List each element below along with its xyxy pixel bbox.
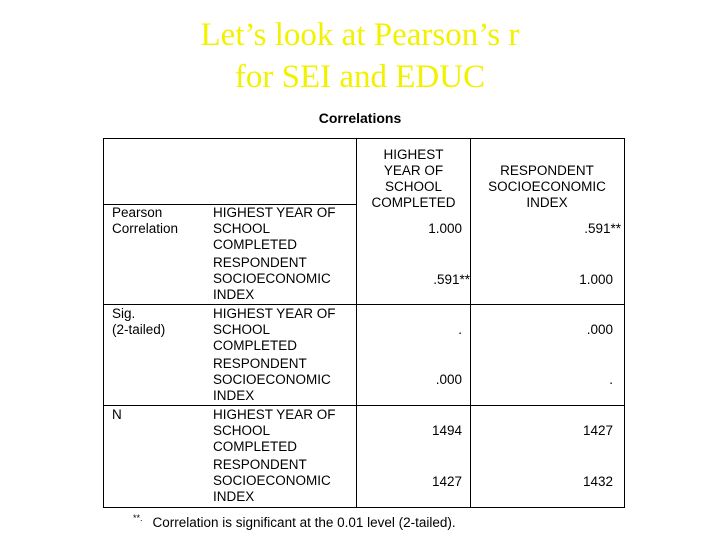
table-cell: .591** — [433, 272, 470, 287]
table-cell: 1432 — [582, 474, 613, 489]
label-line: HIGHEST YEAR OF — [213, 407, 336, 422]
row-label-educ — [213, 407, 336, 455]
header-line: SOCIOECONOMIC — [488, 179, 606, 194]
slide-title-line-2: for SEI and EDUC — [234, 59, 486, 95]
label-line: Sig. — [112, 306, 136, 321]
column-header-sei — [471, 163, 623, 211]
label-line: RESPONDENT — [213, 457, 307, 472]
slide-title — [0, 14, 720, 98]
table-cell: .591** — [584, 221, 621, 236]
label-line: Correlation — [112, 221, 179, 236]
table-cell: 1494 — [431, 423, 462, 438]
row-label-educ — [213, 306, 336, 354]
label-line: INDEX — [213, 489, 255, 504]
header-line: HIGHEST — [383, 147, 444, 162]
correlations-table — [103, 138, 625, 508]
table-cell: 1427 — [431, 474, 462, 489]
label-line: SOCIOECONOMIC — [213, 271, 331, 286]
label-line: HIGHEST YEAR OF — [213, 306, 336, 321]
column-header-educ — [357, 147, 470, 211]
row-group-label-sig — [112, 306, 165, 338]
table-cell: 1427 — [582, 423, 613, 438]
label-line: Pearson — [112, 205, 163, 220]
table-cell: 1.000 — [579, 272, 613, 287]
table-cell: . — [458, 322, 462, 337]
label-line: RESPONDENT — [213, 356, 307, 371]
row-group-label-pearson — [112, 205, 178, 237]
label-line: COMPLETED — [213, 338, 298, 353]
row-label-sei — [213, 356, 331, 404]
label-line: SOCIOECONOMIC — [213, 372, 331, 387]
header-line: INDEX — [526, 195, 568, 210]
table-cell: .000 — [435, 372, 462, 387]
divider-group-1 — [104, 304, 624, 305]
label-line: N — [112, 407, 122, 422]
header-line: COMPLETED — [371, 195, 456, 210]
row-label-sei — [213, 255, 331, 303]
table-cell: .000 — [586, 322, 613, 337]
row-label-educ — [213, 205, 336, 253]
row-group-label-n — [112, 407, 122, 423]
table-title: Correlations — [318, 110, 402, 126]
label-line: SCHOOL — [213, 221, 271, 236]
slide-title-line-1: Let’s look at Pearson’s r — [200, 17, 520, 53]
label-line: HIGHEST YEAR OF — [213, 205, 336, 220]
label-line: INDEX — [213, 388, 255, 403]
row-label-sei — [213, 457, 331, 505]
label-line: SCHOOL — [213, 322, 271, 337]
footnote-marker: **. — [133, 513, 143, 523]
header-line: YEAR OF — [383, 163, 444, 178]
footnote-text: Correlation is significant at the 0.01 level (2-tailed). — [152, 515, 456, 530]
divider-group-2 — [104, 405, 624, 406]
label-line: (2-tailed) — [112, 322, 166, 337]
label-line: COMPLETED — [213, 439, 298, 454]
label-line: INDEX — [213, 287, 255, 302]
header-line: SCHOOL — [384, 179, 442, 194]
label-line: SCHOOL — [213, 423, 271, 438]
header-line: RESPONDENT — [500, 163, 594, 178]
label-line: SOCIOECONOMIC — [213, 473, 331, 488]
table-cell: . — [609, 372, 613, 387]
label-line: RESPONDENT — [213, 255, 307, 270]
label-line: COMPLETED — [213, 237, 298, 252]
table-footnote — [133, 513, 456, 530]
table-cell: 1.000 — [428, 221, 462, 236]
